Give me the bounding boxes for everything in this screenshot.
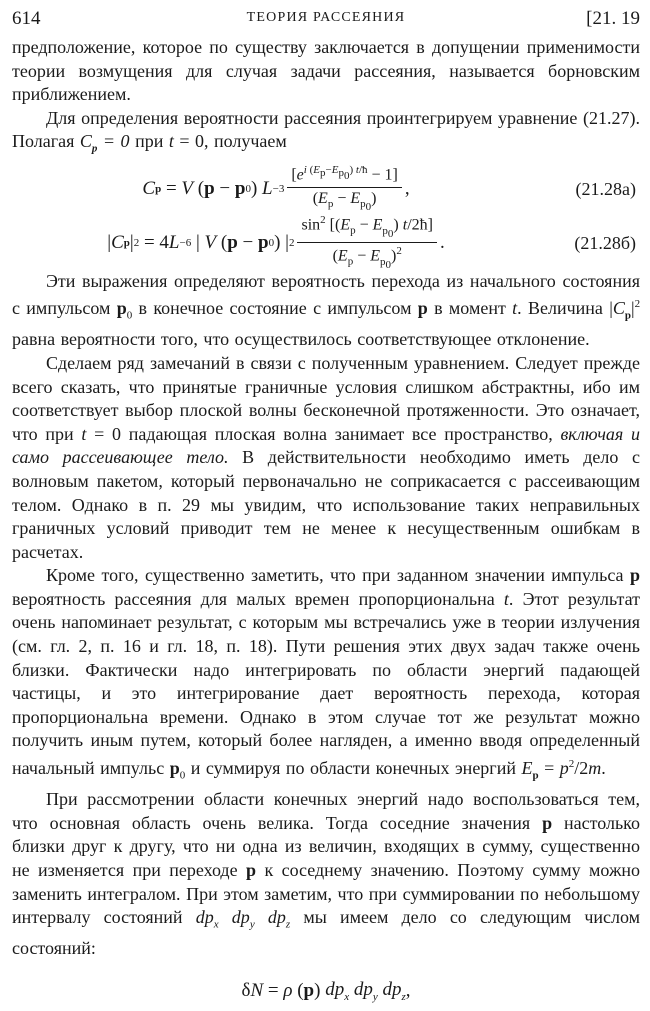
paragraph-born-approximation <box>12 36 640 107</box>
equation-21-28a <box>12 162 640 216</box>
text-span: При рассмотрении области конечных энергий надо воспользоваться тем, что основная область очень велика. Тогда соседние значения <box>12 789 640 833</box>
text-span: настолько близки друг к другу, что ни одна из величин, входящих в сумму, существенно не изменяется при переходе <box>12 812 641 880</box>
running-title: ТЕОРИЯ РАССЕЯНИЯ <box>246 10 406 25</box>
text-span: Кроме того, существенно заметить, что при заданном значении импульса <box>46 565 624 586</box>
running-head <box>12 6 640 36</box>
text-span: Величина <box>527 298 603 319</box>
paragraph-time-proportionality: Кроме того, существенно заметить, что при заданном значении импульса p вероятность рассеяния для малых времен пропорциональна t. Этот результат очень напоминает результат, с которым мы встречались уже в теории излучения (см. гл. 2, п. 16 и гл. 18, п. 18). Пути решения этих двух задач также очень близки. Фактически надо интегрировать по области энергий падающей частицы, и это интегрирование дает вероятность перехода, которая пропорциональна времени. Однако в этом случае тот же результат можно получить иным путем, который более нагляден, а именно вводя определенный начальный импульс $p_0$ и суммируя по области конечных энергий $E_p = p^2/2m$. <box>12 565 641 782</box>
symbol-t-zero: t <box>168 131 174 152</box>
text-span: в момент <box>434 298 506 319</box>
paragraph-integration: Для определения вероятности рассеяния проинтегрируем уравнение (21.27). Полагая $C_p = 0$ при t = 0, получаем <box>12 107 640 155</box>
equation-21-28b <box>12 216 640 270</box>
text-span: при <box>135 131 164 152</box>
text-span: падающая плоская волна занимает все пространство, <box>128 423 553 444</box>
equation-number: (21.28а) <box>575 178 636 199</box>
paragraph-transition-probability: Эти выражения определяют вероятность перехода из начального состояния с импульсом $p_0$ в конечное состояние с импульсом p в момент t. Величина $|C_p|^2$ равна вероятности того, что осуществилось соответствующее отклонение. <box>12 270 641 350</box>
text-span: Этот результат очень напоминает результат, с которым мы встречались уже в теории излучения (см. гл. 2, п. 16 и гл. 18, п. 18). Пути решения этих двух задач также очень близки. Фактически надо интегрировать по области энергий падающей частицы, и это интегрирование дает вероятность перехода, которая пропорциональна времени. Однако в этом случае тот же результат можно получить иным путем, который более нагляден, а именно вводя определенный начальный импульс <box>12 588 641 779</box>
symbol-c-p: $C_p = 0$ <box>79 131 130 155</box>
text-span: получаем <box>214 131 287 152</box>
paragraph-final-energies: При рассмотрении области конечных энергий надо воспользоваться тем, что основная область очень велика. Тогда соседние значения p настолько близки друг к другу, что ни одна из величин, входящих в сумму, существенно не изменяется при переходе p к соседнему значению. Поэтому сумму можно заменить интегралом. При этом заметим, что при суммировании по небольшому интервалу состояний $dp_x$ $dp_y$ $dp_z$ мы имеем дело со следующим числом состояний: <box>12 789 641 959</box>
text-span: и суммируя по области конечных энергий <box>190 758 516 779</box>
fraction: $\frac{[e^{i (E_p-E_{p_0}) t/ħ} - 1]}{(E_p - E_{p_0})}$ <box>287 164 402 213</box>
text-span: Для определения вероятности рассеяния проинтегрируем уравнение (21.27). Полагая <box>12 107 640 152</box>
page-number: 614 <box>12 8 41 29</box>
text-span: Сделаем ряд замечаний в связи с полученным уравнением. Следует прежде всего сказать, что принятые граничные условия слишком абстрактны, ибо им соответствует выбор плоской волны бесконечной протяженности. Это означает, что при <box>12 352 640 444</box>
fraction: $\frac{\sin^2 [(E_p - E_{p_0}) t/2ħ]}{(E_p - E_{p_0})^2}$ <box>297 214 436 270</box>
text-span: к соседнему значению. Поэтому сумму можно заменить интегралом. При этом заметим, что при суммировании по небольшому интервалу состояний <box>12 860 641 928</box>
equation-body: | C p | 2 = 4 L −6 | V ( p − p 0 ) | 2 $\frac{\sin^2 [(E_p - E_{p_0}) t/2ħ]}{(E_p - E_{p_0})^2}$ . <box>107 214 445 271</box>
text-span: равна вероятности того, что осуществилось соответствующее отклонение. <box>12 329 590 350</box>
text-span: вероятность рассеяния для малых времен пропорциональна <box>12 588 495 609</box>
emphasis-text: включая и само рассеивающее тело. <box>12 423 641 468</box>
text-span: в конечное состояние с импульсом <box>138 298 412 319</box>
book-page <box>12 6 640 1011</box>
text-span: В действительности необходимо иметь дело с волновым пакетом, который первоначально не соприкасается с рассеивающим телом. Однако в п. 29 мы увидим, что использование таких неправильных граничных условий приводит тем не менее к несущественным ошибкам в расчетах. <box>12 447 640 562</box>
text-span: мы имеем дело со следующим числом состояний: <box>12 907 641 959</box>
paragraph-boundary-conditions: Сделаем ряд замечаний в связи с полученным уравнением. Следует прежде всего сказать, что принятые граничные условия слишком абстрактны, ибо им соответствует выбор плоской волны бесконечной протяженности. Это означает, что при t = 0 падающая плоская волна занимает все пространство, включая и само рассеивающее тело. В действительности необходимо иметь дело с волновым пакетом, который первоначально не соприкасается с рассеивающим телом. Однако в п. 29 мы увидим, что использование таких неправильных граничных условий приводит тем не менее к несущественным ошибкам в расчетах. <box>12 352 641 562</box>
section-reference: [21. 19 <box>586 8 640 29</box>
equation-state-density: δ N = ρ ( p ) $dp_x$ $dp_y$ $dp_z$ , <box>241 979 411 1003</box>
equation-body: C p = V ( p − p 0 ) L −3 $\frac{[e^{i (E_p-E_{p_0}) t/ħ} - 1]}{(E_p - E_{p_0})}$ , <box>142 164 410 213</box>
equation-number: (21.28б) <box>574 232 636 253</box>
text-span: Эти выражения определяют вероятность перехода из начального состояния с импульсом <box>12 270 640 319</box>
text-span: предположение, которое по существу заключается в допущении применимости теории возмущения для случая задачи рассеяния, называется борновским приближением. <box>12 37 640 105</box>
